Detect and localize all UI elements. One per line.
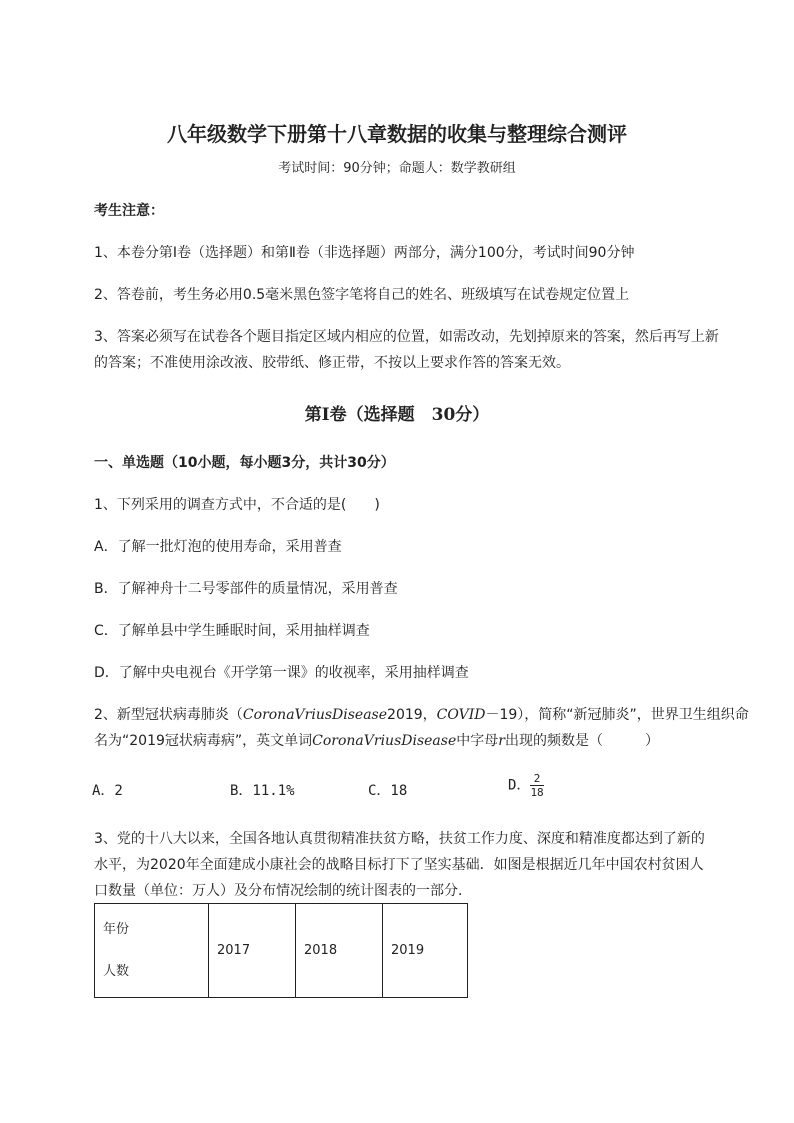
question-2-stem-line-1 [94, 704, 749, 724]
question-1-stem: 1、下列采用的调查方式中，不合适的是( ) [94, 497, 380, 513]
corner-header-people: 人数 [103, 963, 130, 979]
population-table [94, 903, 468, 998]
year-cell: 2018 [296, 904, 383, 998]
year-cell: 2017 [209, 904, 296, 998]
exam-info: 考试时间：90分钟；命题人：数学教研组 [278, 161, 516, 176]
table-corner-cell [95, 904, 209, 998]
fraction [530, 772, 543, 799]
notice-item-3: 3、答案必须写在试卷各个题目指定区域内相应的位置，如需改动，先划掉原来的答案，然后再写上新 [94, 329, 719, 345]
q2-text: 中字母 [456, 733, 499, 749]
question-1-option-b: B．了解神舟十二号零部件的质量情况，采用普查 [94, 581, 398, 597]
notice-item-2: 2、答卷前，考生务必用0.5毫米黑色签字笔将自己的姓名、班级填写在试卷规定位置上 [94, 287, 630, 303]
question-2-stem-line-2 [94, 730, 659, 750]
question-3-line-2: 水平，为2020年全面建成小康社会的战略目标打下了坚实基础．如图是根据近几年中国农村贫困人 [94, 857, 704, 873]
page-title: 八年级数学下册第十八章数据的收集与整理综合测评 [167, 122, 627, 146]
q2-text: 2、新型冠状病毒肺炎（ [94, 707, 243, 723]
notice-heading: 考生注意： [94, 203, 164, 219]
part-heading: 一、单选题（10小题，每小题3分，共计30分） [94, 455, 395, 471]
question-1-option-c: C．了解单县中学生睡眠时间，采用抽样调查 [94, 623, 370, 639]
question-2-option-d [508, 772, 544, 799]
question-1-option-a: A．了解一批灯泡的使用寿命，采用普查 [94, 539, 342, 555]
q2-term: CoronaVriusDisease [242, 707, 388, 723]
question-3-line-1: 3、党的十八大以来，全国各地认真贯彻精准扶贫方略，扶贫工作力度、深度和精准度都达到了新的 [94, 831, 705, 847]
q2-letter: r [498, 733, 505, 749]
question-2-option-a: A．2 [92, 783, 123, 799]
q2-term: COVID [436, 707, 486, 723]
notice-item-1: 1、本卷分第I卷（选择题）和第Ⅱ卷（非选择题）两部分，满分100分，考试时间90分钟 [94, 245, 635, 261]
q2-text: 名为“2019冠状病毒病”，英文单词 [94, 733, 313, 749]
question-3-line-3: 口数量（单位：万人）及分布情况绘制的统计图表的一部分． [94, 883, 472, 899]
fraction-numerator: 2 [530, 772, 543, 786]
q2-text: －19），简称“新冠肺炎”，世界卫生组织命 [485, 707, 749, 723]
question-2-option-c: C．18 [368, 783, 408, 799]
q2-text: 2019， [387, 707, 437, 723]
year-cell: 2019 [383, 904, 468, 998]
notice-item-3-cont: 的答案；不准使用涂改液、胶带纸、修正带，不按以上要求作答的答案无效。 [94, 355, 570, 371]
option-d-label: D． [508, 777, 531, 794]
corner-header-year: 年份 [103, 921, 130, 937]
question-2-option-b: B．11.1% [230, 783, 295, 799]
fraction-denominator: 18 [530, 786, 544, 799]
q2-term: CoronaVriusDisease [312, 733, 457, 749]
q2-text: 出现的频数是（ ） [504, 733, 659, 749]
section-title: 第I卷（选择题 30分） [304, 405, 490, 425]
question-1-option-d: D．了解中央电视台《开学第一课》的收视率，采用抽样调查 [94, 665, 469, 681]
